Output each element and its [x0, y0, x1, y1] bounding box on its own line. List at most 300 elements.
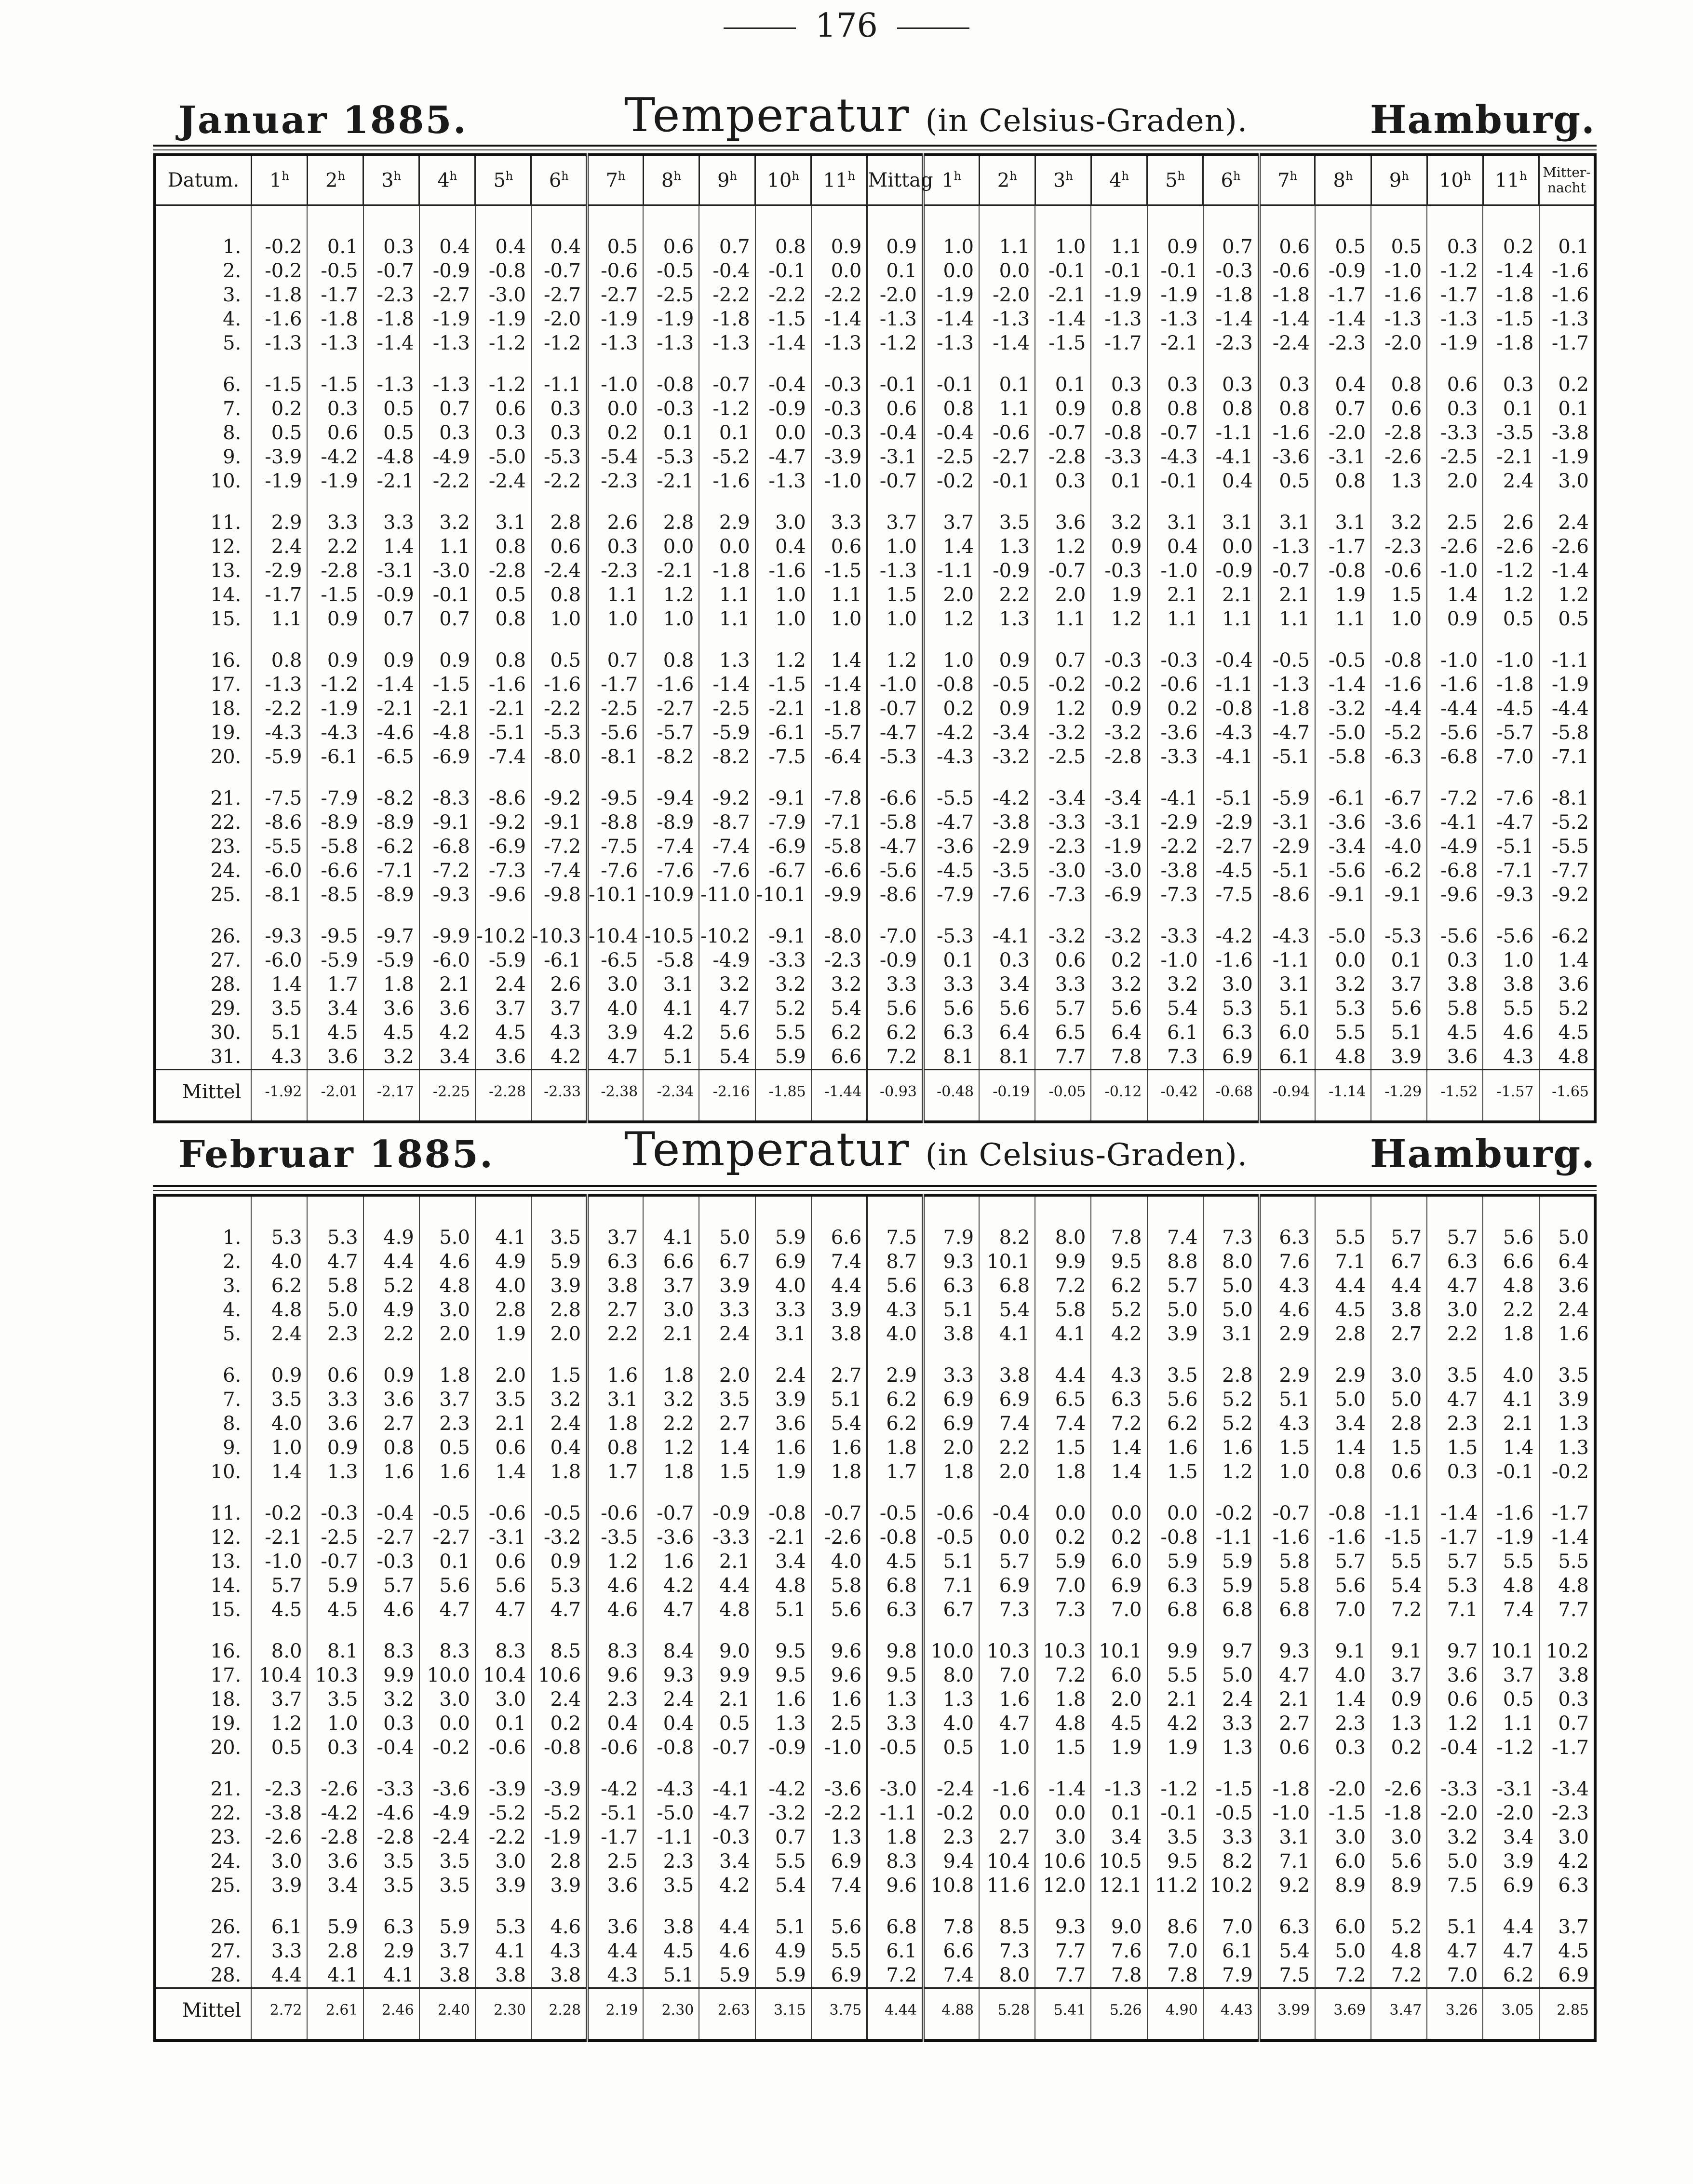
temperature-cell: 5.5 — [1483, 1550, 1539, 1574]
temperature-cell: 2.4 — [699, 1322, 755, 1346]
temperature-cell: 5.6 — [1091, 997, 1147, 1021]
temperature-cell: 8.1 — [979, 1045, 1035, 1070]
temperature-cell: -2.9 — [251, 559, 307, 583]
temperature-cell: 0.6 — [531, 535, 587, 559]
temperature-cell: -5.2 — [475, 1801, 531, 1825]
temperature-cell: 0.8 — [1371, 373, 1427, 397]
temperature-cell: -0.9 — [363, 583, 419, 607]
temperature-cell: 1.4 — [1483, 1436, 1539, 1460]
table-row — [155, 1436, 1595, 1460]
temperature-cell: 1.1 — [699, 607, 755, 631]
temperature-cell: -4.1 — [699, 1777, 755, 1801]
spacer-cell — [1371, 355, 1427, 373]
temperature-cell: 2.4 — [531, 1687, 587, 1712]
temperature-cell: 1.4 — [923, 535, 979, 559]
temperature-cell: -0.5 — [643, 259, 699, 283]
spacer-cell — [1315, 493, 1371, 511]
column-header-hour: 7$^h$ — [587, 155, 643, 205]
temperature-cell: -3.6 — [923, 835, 979, 859]
temperature-cell: -5.9 — [475, 948, 531, 972]
temperature-cell: -3.3 — [699, 1525, 755, 1550]
temperature-cell: -6.3 — [1371, 745, 1427, 769]
temperature-cell: 6.3 — [923, 1274, 979, 1298]
column-header-hour: 5$^h$ — [1147, 155, 1203, 205]
temperature-cell: -5.9 — [699, 721, 755, 745]
spacer-cell — [587, 1898, 643, 1915]
temperature-cell: -10.3 — [531, 924, 587, 948]
temperature-cell: 3.4 — [1315, 1412, 1371, 1436]
temperature-cell: 2.4 — [251, 1322, 307, 1346]
temperature-cell: 3.5 — [307, 1687, 363, 1712]
spacer-cell — [867, 1760, 923, 1777]
spacer-cell — [363, 205, 419, 235]
temperature-cell: 5.0 — [1315, 1939, 1371, 1963]
date-cell: 21. — [155, 786, 251, 810]
temperature-cell: 6.3 — [1203, 1021, 1259, 1045]
temperature-cell: -4.7 — [923, 810, 979, 835]
temperature-cell: 0.2 — [1035, 1525, 1091, 1550]
temperature-cell: 0.8 — [1203, 397, 1259, 421]
temperature-cell: -1.4 — [699, 673, 755, 697]
group-gap-row — [155, 769, 1595, 786]
temperature-cell: 1.4 — [1315, 1436, 1371, 1460]
column-header-hour: 8$^h$ — [1315, 155, 1371, 205]
temperature-cell: -7.1 — [363, 859, 419, 883]
temperature-cell: -2.4 — [1259, 331, 1315, 355]
temperature-cell: 6.6 — [811, 1045, 867, 1070]
temperature-cell: -1.5 — [307, 583, 363, 607]
temperature-cell: -1.6 — [251, 307, 307, 331]
temperature-cell: 5.1 — [1371, 1021, 1427, 1045]
table-row — [155, 745, 1595, 769]
temperature-cell: 5.8 — [1259, 1574, 1315, 1598]
temperature-cell: 5.6 — [699, 1021, 755, 1045]
temperature-cell: 6.9 — [755, 1250, 811, 1274]
temperature-cell: -0.8 — [755, 1501, 811, 1525]
temperature-cell: -1.3 — [1091, 1777, 1147, 1801]
temperature-cell: 1.0 — [867, 535, 923, 559]
spacer-cell — [1259, 355, 1315, 373]
spacer-cell — [1259, 631, 1315, 648]
temperature-cell: -10.9 — [643, 883, 699, 907]
temperature-cell: 1.2 — [587, 1550, 643, 1574]
spacer-cell — [1427, 1760, 1483, 1777]
spacer-cell — [1259, 769, 1315, 786]
temperature-cell: -0.5 — [419, 1501, 475, 1525]
temperature-cell: 3.5 — [979, 511, 1035, 535]
temperature-cell: -1.0 — [587, 373, 643, 397]
temperature-cell: 4.5 — [1091, 1712, 1147, 1736]
temperature-cell: 5.8 — [811, 1574, 867, 1598]
temperature-cell: 5.9 — [307, 1574, 363, 1598]
temperature-cell: -0.9 — [979, 559, 1035, 583]
date-cell: 24. — [155, 859, 251, 883]
temperature-cell: 2.9 — [1259, 1363, 1315, 1388]
temperature-cell: -0.3 — [811, 373, 867, 397]
table-row — [155, 883, 1595, 907]
temperature-cell: 3.2 — [755, 972, 811, 997]
temperature-cell: 3.1 — [1203, 511, 1259, 535]
temperature-cell: -1.4 — [755, 331, 811, 355]
temperature-cell: -6.9 — [1091, 883, 1147, 907]
temperature-cell: -0.6 — [587, 1736, 643, 1760]
temperature-cell: -2.1 — [419, 697, 475, 721]
temperature-cell: 6.9 — [979, 1388, 1035, 1412]
temperature-cell: 5.5 — [755, 1021, 811, 1045]
spacer-cell — [1539, 769, 1596, 786]
temperature-cell: -1.3 — [251, 673, 307, 697]
date-cell: 16. — [155, 648, 251, 673]
temperature-cell: -0.7 — [1035, 421, 1091, 445]
temperature-cell: -5.7 — [1483, 721, 1539, 745]
temperature-cell: 0.7 — [1539, 1712, 1596, 1736]
temperature-cell: 3.7 — [251, 1687, 307, 1712]
temperature-cell: -7.6 — [979, 883, 1035, 907]
temperature-cell: 3.0 — [1427, 1298, 1483, 1322]
spacer-cell — [1427, 907, 1483, 924]
mittel-value: 5.41 — [1035, 1988, 1091, 2033]
temperature-cell: 4.6 — [419, 1250, 475, 1274]
temperature-cell: 1.2 — [251, 1712, 307, 1736]
temperature-cell: 0.1 — [1091, 1801, 1147, 1825]
temperature-cell: 0.2 — [251, 397, 307, 421]
temperature-cell: -2.7 — [363, 1525, 419, 1550]
temperature-cell: 4.4 — [699, 1915, 755, 1939]
temperature-cell: -3.3 — [755, 948, 811, 972]
temperature-cell: -0.8 — [531, 1736, 587, 1760]
spacer-cell — [699, 355, 755, 373]
temperature-cell: 0.7 — [1203, 235, 1259, 259]
table-row — [155, 1825, 1595, 1849]
temperature-cell: 3.3 — [867, 1712, 923, 1736]
temperature-cell: 1.1 — [1203, 607, 1259, 631]
temperature-cell: 0.0 — [1035, 1501, 1091, 1525]
temperature-cell: -6.8 — [1427, 745, 1483, 769]
spacer-cell — [1147, 631, 1203, 648]
temperature-cell: 5.4 — [699, 1045, 755, 1070]
spacer-cell — [1259, 1484, 1315, 1501]
spacer-cell — [531, 2032, 587, 2040]
temperature-cell: -0.3 — [811, 397, 867, 421]
spacer-cell — [419, 1898, 475, 1915]
spacer-cell — [531, 1346, 587, 1363]
spacer-cell — [811, 1346, 867, 1363]
temperature-cell: 5.7 — [1427, 1226, 1483, 1250]
temperature-cell: -2.1 — [251, 1525, 307, 1550]
temperature-cell: -1.3 — [1091, 307, 1147, 331]
temperature-cell: -3.6 — [1371, 810, 1427, 835]
date-cell: 18. — [155, 697, 251, 721]
spacer-cell — [1427, 493, 1483, 511]
spacer-cell — [923, 1622, 979, 1639]
temperature-cell: -3.3 — [1035, 810, 1091, 835]
temperature-cell: -5.9 — [363, 948, 419, 972]
temperature-cell: -1.8 — [1203, 283, 1259, 307]
temperature-cell: -3.1 — [363, 559, 419, 583]
temperature-cell: 4.8 — [1371, 1939, 1427, 1963]
temperature-cell: 4.4 — [363, 1250, 419, 1274]
temperature-cell: -5.6 — [1427, 721, 1483, 745]
temperature-cell: -4.2 — [923, 721, 979, 745]
temperature-cell: 8.0 — [1203, 1250, 1259, 1274]
temperature-cell: -0.6 — [1371, 559, 1427, 583]
temperature-cell: -1.1 — [1203, 1525, 1259, 1550]
temperature-cell: 3.6 — [755, 1412, 811, 1436]
temperature-cell: 7.0 — [1427, 1963, 1483, 1988]
temperature-cell: 6.6 — [923, 1939, 979, 1963]
temperature-cell: 7.0 — [1315, 1598, 1371, 1622]
temperature-cell: 5.3 — [251, 1226, 307, 1250]
temperature-cell: 5.3 — [1315, 997, 1371, 1021]
temperature-cell: -0.1 — [1483, 1460, 1539, 1484]
temperature-cell: 6.3 — [1091, 1388, 1147, 1412]
temperature-cell: -2.2 — [1147, 835, 1203, 859]
temperature-cell: -1.7 — [251, 583, 307, 607]
spacer-cell — [475, 493, 531, 511]
temperature-cell: 0.9 — [1427, 607, 1483, 631]
temperature-cell: 5.6 — [1371, 997, 1427, 1021]
temperature-cell: 5.1 — [755, 1598, 811, 1622]
temperature-cell: 0.2 — [1371, 1736, 1427, 1760]
temperature-cell: 2.3 — [307, 1322, 363, 1346]
spacer-cell — [419, 1346, 475, 1363]
spacer-cell — [155, 493, 251, 511]
temperature-cell: 3.2 — [811, 972, 867, 997]
temperature-cell: 6.0 — [1315, 1849, 1371, 1874]
temperature-cell: 2.4 — [1539, 1298, 1596, 1322]
temperature-cell: 4.3 — [1259, 1412, 1315, 1436]
spacer-cell — [1371, 1346, 1427, 1363]
table-row — [155, 1663, 1595, 1687]
spacer-cell — [1147, 2032, 1203, 2040]
temperature-cell: -2.2 — [699, 283, 755, 307]
spacer-cell — [155, 1346, 251, 1363]
temperature-cell: -4.4 — [1539, 697, 1596, 721]
page-number: 176 — [815, 7, 878, 45]
temperature-cell: -8.6 — [1259, 883, 1315, 907]
temperature-cell: -4.9 — [419, 1801, 475, 1825]
spacer-cell — [1035, 631, 1091, 648]
temperature-cell: 2.8 — [1371, 1412, 1427, 1436]
temperature-cell: 12.0 — [1035, 1874, 1091, 1898]
temperature-cell: 2.8 — [307, 1939, 363, 1963]
table-row — [155, 1777, 1595, 1801]
spacer-cell — [1315, 1484, 1371, 1501]
temperature-cell: -1.5 — [1203, 1777, 1259, 1801]
temperature-cell: 3.9 — [587, 1021, 643, 1045]
spacer-cell — [307, 1760, 363, 1777]
temperature-cell: -8.2 — [363, 786, 419, 810]
temperature-cell: -2.4 — [475, 469, 531, 493]
temperature-cell: -0.9 — [699, 1501, 755, 1525]
temperature-cell: 3.7 — [1371, 972, 1427, 997]
temperature-cell: 1.1 — [811, 583, 867, 607]
mittel-value: -2.33 — [531, 1070, 587, 1114]
spacer-cell — [1483, 1195, 1539, 1226]
temperature-cell: 2.1 — [1203, 583, 1259, 607]
temperature-cell: 1.6 — [811, 1687, 867, 1712]
temperature-cell: -0.5 — [1203, 1801, 1259, 1825]
temperature-cell: 0.6 — [867, 397, 923, 421]
temperature-cell: -1.4 — [923, 307, 979, 331]
mittel-value: -2.25 — [419, 1070, 475, 1114]
temperature-cell: 2.1 — [419, 972, 475, 997]
temperature-cell: -8.6 — [475, 786, 531, 810]
temperature-cell: 3.0 — [1315, 1825, 1371, 1849]
temperature-cell: 6.9 — [1483, 1874, 1539, 1898]
spacer-cell — [1035, 1346, 1091, 1363]
spacer-cell — [1147, 1346, 1203, 1363]
table-row — [155, 1298, 1595, 1322]
temperature-cell: 0.4 — [587, 1712, 643, 1736]
temperature-cell: 6.6 — [1483, 1250, 1539, 1274]
temperature-cell: 4.3 — [1259, 1274, 1315, 1298]
temperature-cell: 10.1 — [1483, 1639, 1539, 1663]
spacer-cell — [1315, 769, 1371, 786]
temperature-cell: 1.8 — [363, 972, 419, 997]
spacer-cell — [979, 1898, 1035, 1915]
temperature-cell: 9.5 — [1091, 1250, 1147, 1274]
temperature-cell: 5.2 — [363, 1274, 419, 1298]
temperature-cell: 2.3 — [643, 1849, 699, 1874]
temperature-cell: 5.0 — [1147, 1298, 1203, 1322]
temperature-cell: 7.2 — [867, 1963, 923, 1988]
spacer-cell — [1259, 1195, 1315, 1226]
temperature-cell: 6.8 — [979, 1274, 1035, 1298]
temperature-cell: 4.8 — [1483, 1274, 1539, 1298]
temperature-cell: -10.5 — [643, 924, 699, 948]
date-cell: 25. — [155, 883, 251, 907]
spacer-cell — [531, 493, 587, 511]
temperature-cell: 6.3 — [1147, 1574, 1203, 1598]
mittel-value: -1.14 — [1315, 1070, 1371, 1114]
temperature-cell: 0.4 — [531, 1436, 587, 1460]
temperature-cell: -1.6 — [699, 469, 755, 493]
temperature-cell: 2.9 — [363, 1939, 419, 1963]
temperature-cell: 1.0 — [923, 648, 979, 673]
temperature-cell: 11.2 — [1147, 1874, 1203, 1898]
temperature-cell: 3.9 — [1539, 1388, 1596, 1412]
temperature-cell: 3.8 — [475, 1963, 531, 1988]
date-cell: 2. — [155, 1250, 251, 1274]
spacer-cell — [1091, 631, 1147, 648]
temperature-cell: 10.0 — [419, 1663, 475, 1687]
temperature-cell: 1.8 — [1035, 1687, 1091, 1712]
temperature-cell: 4.7 — [1427, 1939, 1483, 1963]
date-cell: 16. — [155, 1639, 251, 1663]
temperature-cell: -1.2 — [867, 331, 923, 355]
spacer-cell — [979, 1195, 1035, 1226]
temperature-cell: 1.4 — [1091, 1436, 1147, 1460]
temperature-cell: 4.0 — [251, 1412, 307, 1436]
temperature-cell: 5.5 — [1315, 1021, 1371, 1045]
temperature-cell: -0.1 — [1035, 259, 1091, 283]
temperature-cell: 4.3 — [587, 1963, 643, 1988]
spacer-cell — [475, 631, 531, 648]
spacer-cell — [1539, 1195, 1596, 1226]
temperature-cell: 1.8 — [867, 1825, 923, 1849]
temperature-cell: -1.5 — [419, 673, 475, 697]
spacer-cell — [699, 1622, 755, 1639]
temperature-cell: 7.8 — [1091, 1963, 1147, 1988]
temperature-cell: -0.8 — [867, 1525, 923, 1550]
temperature-cell: 3.3 — [811, 511, 867, 535]
mittel-value: 4.43 — [1203, 1988, 1259, 2033]
date-cell: 23. — [155, 1825, 251, 1849]
temperature-cell: -2.2 — [531, 469, 587, 493]
date-cell: 14. — [155, 1574, 251, 1598]
mittel-value: 3.15 — [755, 1988, 811, 2033]
temperature-cell: -1.3 — [755, 469, 811, 493]
spacer-cell — [923, 769, 979, 786]
temperature-cell: 6.3 — [1259, 1915, 1315, 1939]
temperature-cell: -0.6 — [1259, 259, 1315, 283]
spacer-cell — [811, 1898, 867, 1915]
spacer-cell — [979, 769, 1035, 786]
temperature-cell: -0.4 — [363, 1501, 419, 1525]
temperature-cell: 3.5 — [363, 1849, 419, 1874]
temperature-cell: -4.7 — [755, 445, 811, 469]
temperature-cell: -11.0 — [699, 883, 755, 907]
spacer-cell — [1315, 1195, 1371, 1226]
temperature-cell: -4.6 — [363, 1801, 419, 1825]
spacer-cell — [1091, 1760, 1147, 1777]
temperature-cell: 4.3 — [1483, 1045, 1539, 1070]
date-cell: 17. — [155, 1663, 251, 1687]
mittel-value: -1.92 — [251, 1070, 307, 1114]
temperature-cell: -6.9 — [755, 835, 811, 859]
temperature-cell: -2.7 — [419, 283, 475, 307]
temperature-cell: -5.9 — [1259, 786, 1315, 810]
temperature-cell: 4.7 — [1427, 1388, 1483, 1412]
temperature-cell: -5.6 — [1315, 859, 1371, 883]
spacer-cell — [1483, 1622, 1539, 1639]
temperature-cell: 1.5 — [531, 1363, 587, 1388]
februar-title-row — [154, 1119, 1596, 1176]
temperature-cell: 10.5 — [1091, 1849, 1147, 1874]
temperature-cell: 1.3 — [923, 1687, 979, 1712]
temperature-cell: 5.7 — [1315, 1550, 1371, 1574]
temperature-cell: -7.3 — [475, 859, 531, 883]
spacer-cell — [475, 1346, 531, 1363]
temperature-cell: 3.5 — [1147, 1363, 1203, 1388]
date-cell: 5. — [155, 331, 251, 355]
temperature-cell: 3.6 — [1539, 972, 1596, 997]
temperature-cell: -1.8 — [307, 307, 363, 331]
temperature-cell: -2.1 — [475, 697, 531, 721]
temperature-cell: -3.2 — [1091, 924, 1147, 948]
temperature-cell: -1.6 — [1203, 948, 1259, 972]
temperature-cell: 1.5 — [867, 583, 923, 607]
temperature-cell: 5.6 — [419, 1574, 475, 1598]
temperature-cell: 4.2 — [531, 1045, 587, 1070]
temperature-cell: 6.8 — [1259, 1598, 1315, 1622]
temperature-cell: 2.7 — [699, 1412, 755, 1436]
temperature-cell: 6.8 — [867, 1574, 923, 1598]
temperature-cell: -1.1 — [531, 373, 587, 397]
temperature-cell: 6.5 — [1035, 1021, 1091, 1045]
temperature-cell: 8.7 — [867, 1250, 923, 1274]
temperature-cell: 4.4 — [251, 1963, 307, 1988]
spacer-cell — [155, 1898, 251, 1915]
column-header-datum: Datum. — [155, 155, 251, 205]
temperature-cell: -1.3 — [587, 331, 643, 355]
temperature-cell: -3.9 — [475, 1777, 531, 1801]
table-row — [155, 1045, 1595, 1070]
spacer-cell — [1091, 2032, 1147, 2040]
temperature-cell: -4.7 — [867, 721, 923, 745]
temperature-cell: 6.2 — [811, 1021, 867, 1045]
